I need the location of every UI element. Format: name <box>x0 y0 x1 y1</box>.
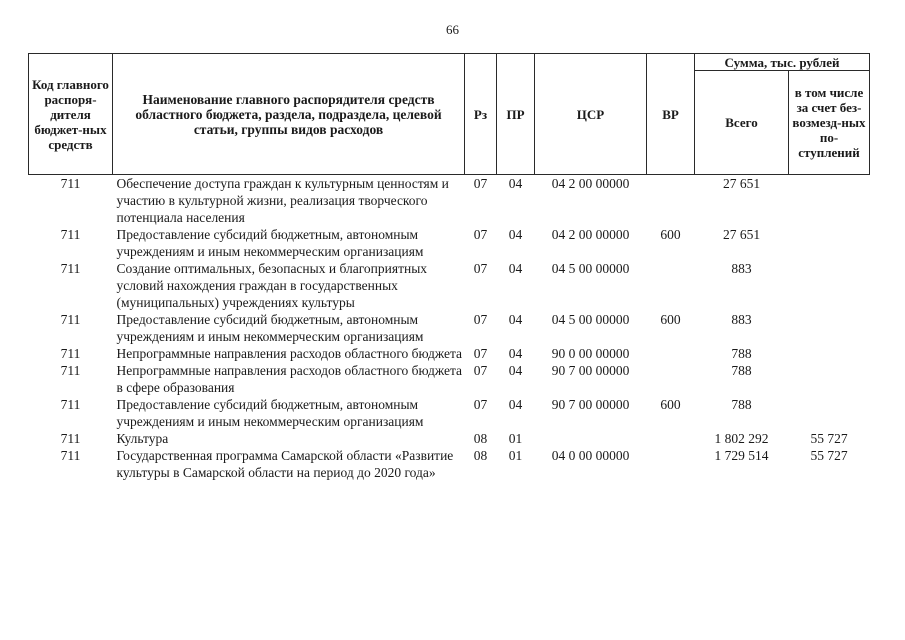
header-code: Код главного распоря-дителя бюджет-ных средств <box>29 54 113 175</box>
cell-name: Предоставление субсидий бюджетным, автономным учреждениям и иным некоммерческим организациям <box>116 227 424 259</box>
table-body <box>29 175 870 482</box>
cell-code: 711 <box>60 227 81 242</box>
cell-total: 1 802 292 <box>714 431 769 446</box>
cell-name: Обеспечение доступа граждан к культурным ценностям и участию в культурной жизни, реализация творческого потенциала населения <box>116 176 449 225</box>
cell-total: 788 <box>731 397 752 412</box>
table-row <box>29 362 870 396</box>
cell-vr: 600 <box>660 227 681 242</box>
cell-name: Культура <box>116 431 169 446</box>
cell-gratis <box>789 226 870 260</box>
cell-pr: 01 <box>508 448 523 463</box>
header-pr: ПР <box>497 54 535 175</box>
cell-name: Непрограммные направления расходов областного бюджета <box>116 346 463 361</box>
cell-csr: 90 7 00 00000 <box>551 363 630 378</box>
cell-total: 883 <box>731 312 752 327</box>
cell-rz: 07 <box>473 346 488 361</box>
cell-vr <box>647 345 695 362</box>
header-rz: Рз <box>465 54 497 175</box>
table-header <box>29 54 870 175</box>
cell-name: Предоставление субсидий бюджетным, автономным учреждениям и иным некоммерческим организациям <box>116 397 424 429</box>
cell-csr: 90 7 00 00000 <box>551 397 630 412</box>
cell-csr: 04 0 00 00000 <box>551 448 630 463</box>
cell-code: 711 <box>60 448 81 463</box>
cell-gratis <box>789 311 870 345</box>
cell-code: 711 <box>60 397 81 412</box>
cell-code: 711 <box>60 431 81 446</box>
cell-gratis <box>789 345 870 362</box>
cell-code: 711 <box>60 363 81 378</box>
cell-gratis <box>789 175 870 227</box>
table-row <box>29 345 870 362</box>
cell-csr: 04 5 00 00000 <box>551 261 630 276</box>
cell-vr <box>647 362 695 396</box>
cell-rz: 08 <box>473 431 488 446</box>
cell-pr: 04 <box>508 227 523 242</box>
cell-gratis <box>789 260 870 311</box>
header-csr: ЦСР <box>535 54 647 175</box>
cell-csr: 04 5 00 00000 <box>551 312 630 327</box>
cell-vr: 600 <box>660 312 681 327</box>
cell-rz: 07 <box>473 312 488 327</box>
page-number: 66 <box>446 22 459 37</box>
header-sum: Сумма, тыс. рублей <box>695 54 870 71</box>
cell-gratis <box>789 396 870 430</box>
cell-code: 711 <box>60 346 81 361</box>
header-name: Наименование главного распорядителя средств областного бюджета, раздела, подраздела, целевой статьи, группы видов расходов <box>113 54 465 175</box>
cell-pr: 04 <box>508 363 523 378</box>
cell-rz: 07 <box>473 261 488 276</box>
table-row <box>29 311 870 345</box>
header-vr: ВР <box>647 54 695 175</box>
cell-gratis: 55 727 <box>810 448 848 463</box>
cell-rz: 07 <box>473 227 488 242</box>
cell-vr <box>647 175 695 227</box>
cell-total: 788 <box>731 363 752 378</box>
cell-csr: 04 2 00 00000 <box>551 227 630 242</box>
cell-code: 711 <box>60 176 81 191</box>
cell-pr: 01 <box>508 431 523 446</box>
cell-pr: 04 <box>508 312 523 327</box>
cell-gratis <box>789 362 870 396</box>
cell-code: 711 <box>60 261 81 276</box>
cell-total: 788 <box>731 346 752 361</box>
cell-name: Непрограммные направления расходов областного бюджета в сфере образования <box>116 363 463 395</box>
cell-vr: 600 <box>660 397 681 412</box>
cell-gratis: 55 727 <box>810 431 848 446</box>
table-row <box>29 447 870 481</box>
cell-vr <box>647 430 695 447</box>
cell-code: 711 <box>60 312 81 327</box>
cell-total: 27 651 <box>722 176 761 191</box>
cell-csr: 90 0 00 00000 <box>551 346 630 361</box>
cell-rz: 08 <box>473 448 488 463</box>
cell-rz: 07 <box>473 176 488 191</box>
table-row <box>29 175 870 227</box>
cell-total: 1 729 514 <box>714 448 769 463</box>
cell-csr <box>535 430 647 447</box>
cell-total: 27 651 <box>722 227 761 242</box>
header-total: Всего <box>695 71 789 175</box>
cell-rz: 07 <box>473 363 488 378</box>
header-gratis: в том числе за счет без-возмезд-ных по-ступлений <box>789 71 870 175</box>
cell-pr: 04 <box>508 397 523 412</box>
table-row <box>29 396 870 430</box>
cell-name: Государственная программа Самарской области «Развитие культуры в Самарской области на период до 2020 года» <box>116 448 454 480</box>
table-row <box>29 430 870 447</box>
cell-vr <box>647 447 695 481</box>
table-row <box>29 260 870 311</box>
cell-name: Предоставление субсидий бюджетным, автономным учреждениям и иным некоммерческим организациям <box>116 312 424 344</box>
budget-table <box>28 53 870 481</box>
cell-csr: 04 2 00 00000 <box>551 176 630 191</box>
cell-rz: 07 <box>473 397 488 412</box>
cell-total: 883 <box>731 261 752 276</box>
cell-name: Создание оптимальных, безопасных и благоприятных условий нахождения граждан в государственных (муниципальных) учреждениях культуры <box>116 261 428 310</box>
cell-pr: 04 <box>508 261 523 276</box>
cell-pr: 04 <box>508 176 523 191</box>
cell-vr <box>647 260 695 311</box>
table-row <box>29 226 870 260</box>
cell-pr: 04 <box>508 346 523 361</box>
